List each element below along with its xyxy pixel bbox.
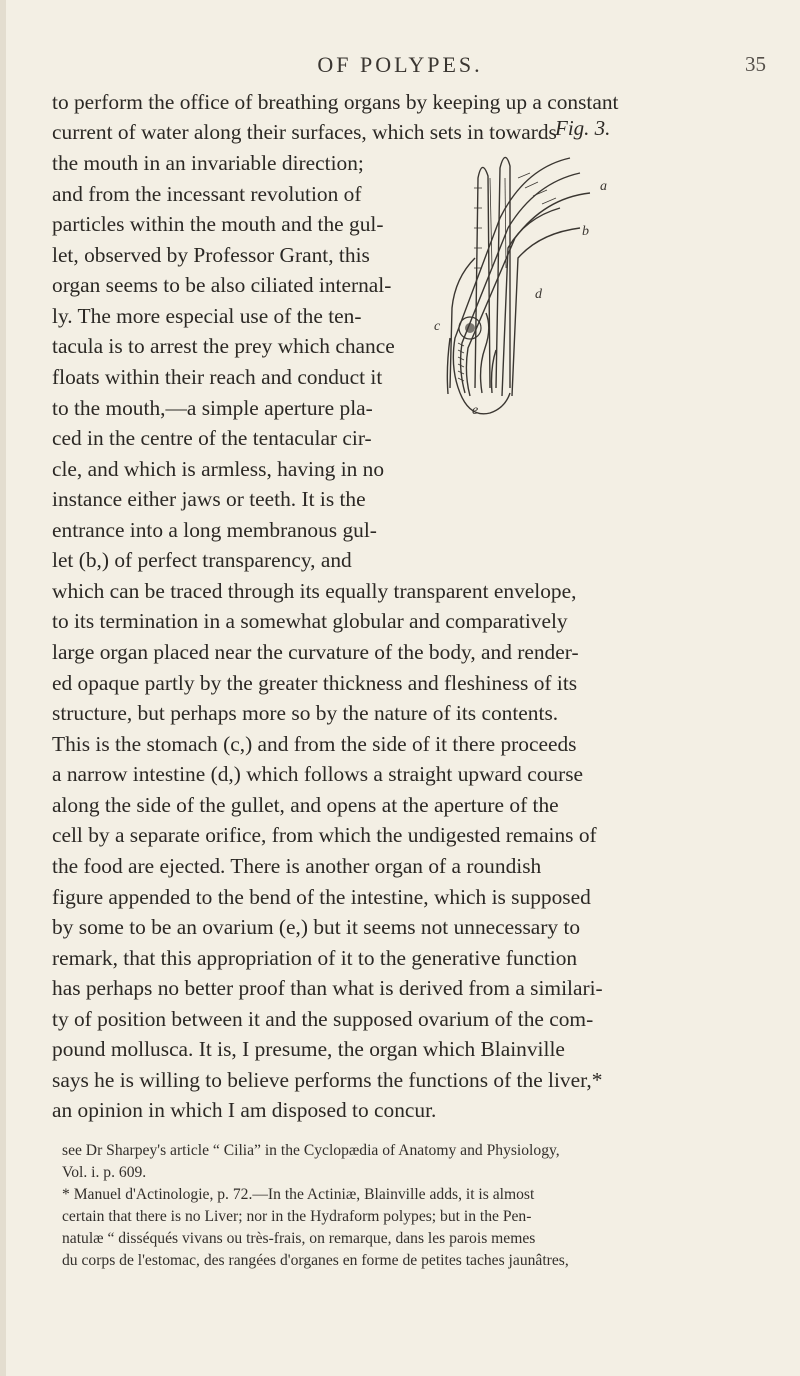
body-line: cell by a separate orifice, from which the undigested remains of	[52, 823, 597, 847]
footnote-line: natulæ “ disséqués vivans ou très-frais, on remarque, dans les parois memes	[62, 1230, 536, 1247]
body-line: This is the stomach (c,) and from the side of it there proceeds	[52, 732, 577, 756]
body-line: to its termination in a somewhat globular and comparatively	[52, 609, 568, 633]
body-line: particles within the mouth and the gul-	[52, 212, 384, 236]
body-line: structure, but perhaps more so by the nature of its contents.	[52, 701, 559, 725]
body-line: along the side of the gullet, and opens at the aperture of the	[52, 793, 559, 817]
body-line: an opinion in which I am disposed to concur.	[52, 1098, 437, 1122]
body-line: pound mollusca. It is, I presume, the organ which Blainville	[52, 1037, 565, 1061]
body-line: and from the incessant revolution of	[52, 182, 362, 206]
body-line: has perhaps no better proof than what is derived from a similari-	[52, 976, 603, 1000]
body-line: current of water along their surfaces, which sets in towards	[52, 120, 557, 144]
page-binding-edge	[0, 0, 6, 1376]
body-line: ed opaque partly by the greater thickness and fleshiness of its	[52, 671, 578, 695]
footnote-line: certain that there is no Liver; nor in the Hydraform polypes; but in the Pen-	[62, 1208, 532, 1225]
figure-letter-a: a	[600, 179, 607, 194]
body-line: by some to be an ovarium (e,) but it seems not unnecessary to	[52, 915, 581, 939]
body-line: cle, and which is armless, having in no	[52, 457, 385, 481]
body-line: floats within their reach and conduct it	[52, 365, 383, 389]
body-line: instance either jaws or teeth. It is the	[52, 487, 366, 511]
body-line: the mouth in an invariable direction;	[52, 151, 364, 175]
footnote-line: Vol. i. p. 609.	[62, 1164, 147, 1181]
body-line: the food are ejected. There is another organ of a roundish	[52, 854, 542, 878]
figure-letter-c: c	[434, 319, 441, 334]
body-line: let (b,) of perfect transparency, and	[52, 548, 352, 572]
body-line: to the mouth,—a simple aperture pla-	[52, 396, 373, 420]
page-number: 35	[745, 52, 766, 76]
running-head: OF POLYPES.	[317, 52, 483, 77]
polype-figure	[430, 138, 650, 418]
body-line: remark, that this appropriation of it to the generative function	[52, 946, 578, 970]
body-line: a narrow intestine (d,) which follows a straight upward course	[52, 762, 584, 786]
footnote-line: * Manuel d'Actinologie, p. 72.—In the Actiniæ, Blainville adds, it is almost	[62, 1186, 535, 1203]
body-line: tacula is to arrest the prey which chance	[52, 334, 395, 358]
body-line: ly. The more especial use of the ten-	[52, 304, 362, 328]
body-line: which can be traced through its equally transparent envelope,	[52, 579, 577, 603]
body-line: large organ placed near the curvature of the body, and render-	[52, 640, 579, 664]
body-line: says he is willing to believe performs the functions of the liver,*	[52, 1068, 603, 1092]
body-line: let, observed by Professor Grant, this	[52, 243, 370, 267]
body-line: ty of position between it and the supposed ovarium of the com-	[52, 1007, 594, 1031]
figure-letter-d: d	[535, 287, 542, 302]
footnote-line: du corps de l'estomac, des rangées d'organes en forme de petites taches jaunâtres,	[62, 1252, 569, 1269]
body-line: entrance into a long membranous gul-	[52, 518, 377, 542]
body-line: to perform the office of breathing organs by keeping up a constant	[52, 90, 619, 114]
body-line: figure appended to the bend of the intestine, which is supposed	[52, 885, 591, 909]
figure-caption: Fig. 3.	[555, 116, 611, 140]
figure-letter-e: e	[472, 403, 479, 418]
footnote-line: see Dr Sharpey's article “ Cilia” in the Cyclopædia of Anatomy and Physiology,	[62, 1142, 560, 1159]
body-line: organ seems to be also ciliated internal-	[52, 273, 392, 297]
figure-letter-b: b	[582, 224, 589, 239]
body-line: ced in the centre of the tentacular cir-	[52, 426, 372, 450]
